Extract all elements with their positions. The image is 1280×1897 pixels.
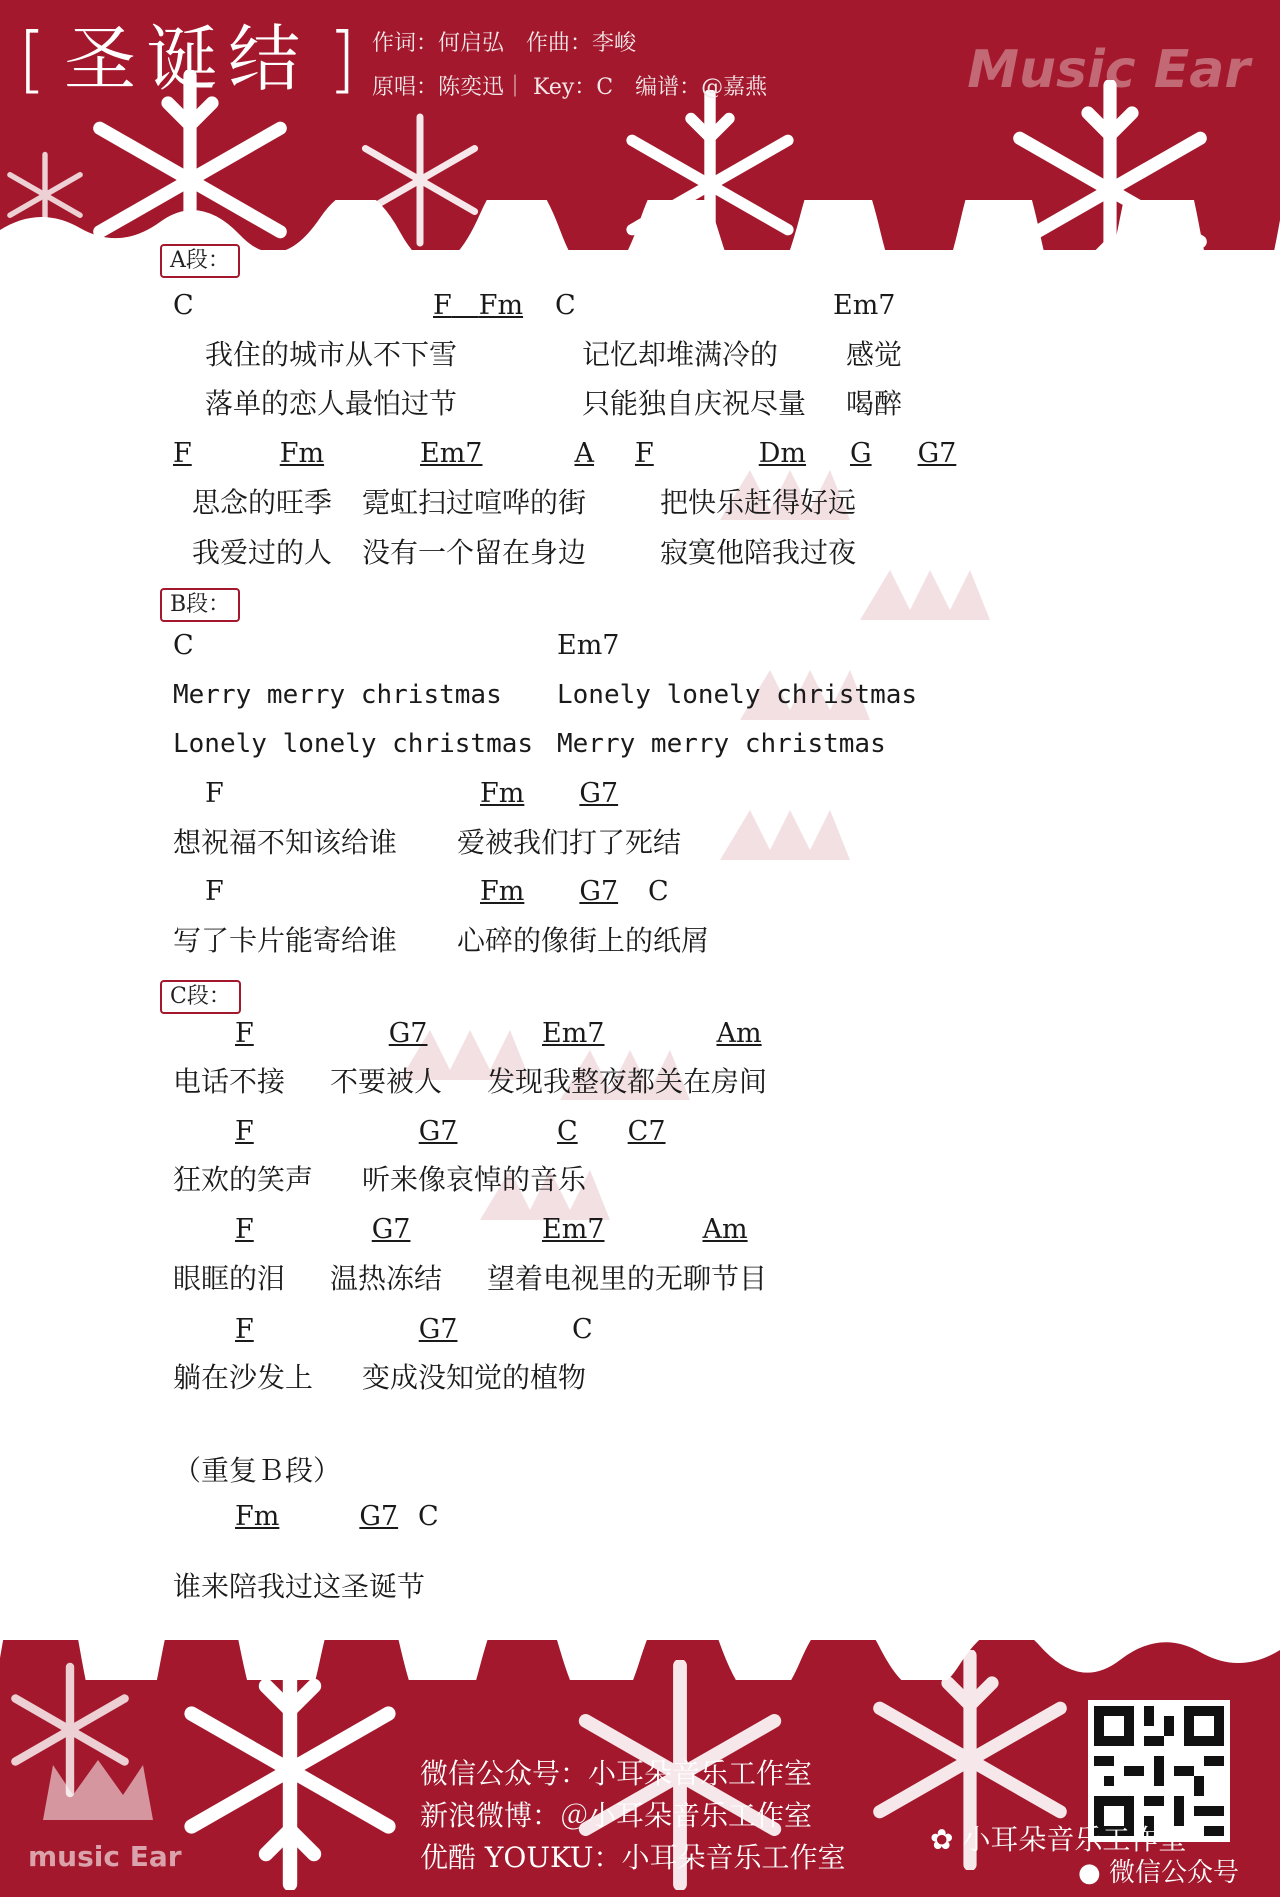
section-label-c: C段： xyxy=(160,980,241,1014)
lyric: 望着电视里的无聊节目 xyxy=(487,1262,768,1295)
chord: Em7 xyxy=(542,1018,605,1049)
chord: C xyxy=(648,876,669,907)
wechat-account-name: 小耳朵音乐工作室 xyxy=(962,1823,1187,1856)
lyric: 把快乐赶得好远 xyxy=(660,486,857,519)
lyric: 落单的恋人最怕过节 xyxy=(205,387,458,420)
wechat-icon: ✿ xyxy=(930,1823,963,1856)
credits-line-1: 作词：何启弘 作曲：李峻 xyxy=(372,31,637,56)
lyric: 电话不接 xyxy=(173,1065,286,1098)
chord-group xyxy=(235,1314,458,1346)
lyric: 心碎的像街上的纸屑 xyxy=(457,924,710,957)
chord: F xyxy=(433,290,452,321)
chord-group xyxy=(433,290,524,322)
chord: C xyxy=(418,1501,439,1532)
chord-group xyxy=(635,438,806,470)
chord-group xyxy=(235,1214,411,1246)
chord: F xyxy=(235,1314,254,1345)
brand-watermark: Music Ear xyxy=(967,40,1250,100)
snowflake-icon xyxy=(970,80,1250,300)
chord: G xyxy=(850,438,872,469)
chord: A xyxy=(574,438,594,469)
lyric: 写了卡片能寄给谁 xyxy=(173,924,398,957)
chord: F xyxy=(235,1214,254,1245)
lyric: 狂欢的笑声 xyxy=(173,1163,314,1196)
chord: Fm xyxy=(480,778,525,809)
chord-group xyxy=(557,1116,667,1148)
lyric: 不要被人 xyxy=(330,1065,443,1098)
chord: F xyxy=(205,778,224,809)
chord: C xyxy=(572,1314,593,1345)
chord-group xyxy=(542,1214,748,1246)
chord: Em7 xyxy=(420,438,483,469)
chord-group xyxy=(542,1018,762,1050)
qr-code-icon xyxy=(1094,1706,1224,1836)
crown-logo-icon xyxy=(38,1755,158,1825)
lyric: 眼眶的泪 xyxy=(173,1262,286,1295)
chord: G7 xyxy=(371,1214,411,1245)
footer-weibo: 新浪微博：＠小耳朵音乐工作室 xyxy=(420,1799,813,1832)
lyric: 变成没知觉的植物 xyxy=(362,1361,587,1394)
chord: F xyxy=(235,1018,254,1049)
chord: F xyxy=(635,438,654,469)
chord: F xyxy=(173,438,192,469)
chord-group xyxy=(480,876,620,908)
chord: G7 xyxy=(388,1018,428,1049)
lyric: 想祝福不知该给谁 xyxy=(173,826,398,859)
chord-group xyxy=(235,1501,399,1533)
lyric: 爱被我们打了死结 xyxy=(457,826,682,859)
chord: F xyxy=(235,1116,254,1147)
lyric: 听来像哀悼的音乐 xyxy=(362,1163,587,1196)
lyric: Merry merry christmas xyxy=(557,729,886,759)
lyric: 记忆却堆满冷的 xyxy=(582,338,779,371)
lyric: 寂寞他陪我过夜 xyxy=(660,536,857,569)
snowflake-icon xyxy=(350,110,490,250)
lyric: 发现我整夜都关在房间 xyxy=(487,1065,768,1098)
chord: F xyxy=(205,876,224,907)
chord: C xyxy=(555,290,576,321)
lyric: 谁来陪我过这圣诞节 xyxy=(173,1570,426,1603)
chord-group xyxy=(235,1116,458,1148)
chord: C xyxy=(173,290,194,321)
chord: Em7 xyxy=(542,1214,605,1245)
lyric: 只能独自庆祝尽量 xyxy=(582,387,807,420)
lyric: 感觉 xyxy=(846,338,903,371)
chord: Em7 xyxy=(557,630,620,661)
repeat-note: （重复Ｂ段） xyxy=(173,1454,342,1487)
chord: Fm xyxy=(478,290,524,321)
chord: Fm xyxy=(480,876,525,907)
chord: Em7 xyxy=(833,290,896,321)
chord: G7 xyxy=(418,1116,458,1147)
footer-logo-text: music Ear xyxy=(28,1840,182,1873)
chord: Am xyxy=(716,1018,762,1049)
chord-group xyxy=(235,1018,428,1050)
chord: C xyxy=(173,630,194,661)
title-text: 圣诞结 xyxy=(64,17,311,101)
chord: G7 xyxy=(359,1501,399,1532)
footer-wechat: 微信公众号：小耳朵音乐工作室 xyxy=(420,1757,813,1790)
section-label-b: B段： xyxy=(160,588,240,622)
chord: G7 xyxy=(579,778,619,809)
chord: Am xyxy=(702,1214,748,1245)
chord: Fm xyxy=(279,438,325,469)
footer-youku: 优酷 YOUKU：小耳朵音乐工作室 xyxy=(420,1841,846,1874)
lyric: 没有一个留在身边 xyxy=(362,536,587,569)
lyric: 温热冻结 xyxy=(330,1262,443,1295)
wechat-subtitle: ● 微信公众号 xyxy=(1078,1858,1239,1888)
lyric: 我住的城市从不下雪 xyxy=(205,338,458,371)
section-label-a: A段： xyxy=(160,244,240,278)
lyric: Lonely lonely christmas xyxy=(173,729,534,759)
chord: G7 xyxy=(917,438,957,469)
chord: Fm xyxy=(235,1501,280,1532)
lyric: 我爱过的人 xyxy=(192,536,333,569)
lyric: Merry merry christmas xyxy=(173,680,502,710)
chord-group xyxy=(850,438,960,470)
lyric: 喝醉 xyxy=(846,387,903,420)
snowflake-icon xyxy=(0,150,90,240)
lyric: Lonely lonely christmas xyxy=(557,680,918,710)
chord-group xyxy=(480,778,620,810)
chord-group xyxy=(173,438,325,470)
credits-line-2: 原唱：陈奕迅｜ Key：C 编谱：@嘉燕 xyxy=(372,75,768,100)
chord: Dm xyxy=(758,438,806,469)
lyric: 霓虹扫过喧哗的街 xyxy=(362,486,587,519)
chord: C xyxy=(557,1116,578,1147)
lyric: 躺在沙发上 xyxy=(173,1361,314,1394)
snowflake-icon xyxy=(600,90,820,280)
snowflake-icon xyxy=(170,1650,410,1890)
song-title: [ 圣诞结 ] xyxy=(18,17,357,101)
chord: C7 xyxy=(627,1116,666,1147)
lyric: 思念的旺季 xyxy=(192,486,333,519)
chord: G7 xyxy=(579,876,619,907)
chord-group xyxy=(420,438,594,470)
chord: G7 xyxy=(418,1314,458,1345)
